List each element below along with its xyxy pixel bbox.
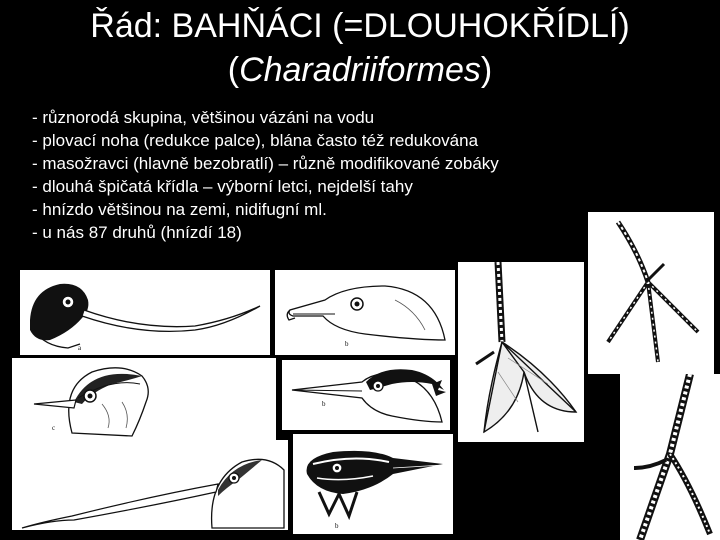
title-paren-open: (	[227, 51, 240, 89]
bird-head-drawing	[293, 434, 453, 534]
figure-bill-avocet	[20, 270, 270, 355]
figure-bill-curlew	[12, 440, 288, 530]
title-paren-close: )	[480, 51, 493, 89]
bird-head-drawing	[20, 270, 270, 355]
title-line-2	[0, 48, 720, 92]
figure-label: c	[52, 424, 56, 432]
foot-drawing	[458, 262, 584, 442]
figure-foot-webbed	[458, 262, 584, 442]
slide-title	[0, 4, 720, 92]
bullet-item: - u nás 87 druhů (hnízdí 18)	[32, 223, 242, 242]
figure-bill-gull	[275, 270, 455, 355]
bullet-item: - masožravci (hlavně bezobratlí) – různě modifikované zobáky	[32, 154, 499, 173]
figure-bill-plover	[12, 358, 276, 440]
bird-head-drawing	[275, 270, 455, 355]
bird-head-drawing	[12, 440, 288, 530]
bullet-item: - dlouhá špičatá křídla – výborní letci, nejdelší tahy	[32, 177, 413, 196]
title-line-1: Řád: BAHŇÁCI (=DLOUHOKŘÍDLÍ)	[90, 7, 630, 45]
figure-bill-tern	[282, 360, 450, 430]
bullet-list	[32, 106, 632, 244]
figure-foot-wader	[588, 212, 714, 374]
bird-head-drawing	[282, 360, 450, 430]
figure-label: a	[78, 344, 82, 352]
figure-label: b	[345, 340, 349, 348]
figure-label: b	[322, 400, 326, 408]
title-latin-name: Charadriiformes	[239, 51, 481, 89]
foot-drawing	[588, 212, 714, 374]
bullet-item: - různorodá skupina, většinou vázáni na vodu	[32, 108, 375, 127]
bird-head-drawing	[12, 358, 276, 440]
figure-bill-snipe	[293, 434, 453, 534]
figure-foot-scaled	[620, 374, 720, 540]
bullet-item: - hnízdo většinou na zemi, nidifugní ml.	[32, 200, 327, 219]
bullet-item: - plovací noha (redukce palce), blána často též redukována	[32, 131, 479, 150]
foot-drawing	[620, 374, 720, 540]
figure-label: b	[335, 522, 339, 530]
